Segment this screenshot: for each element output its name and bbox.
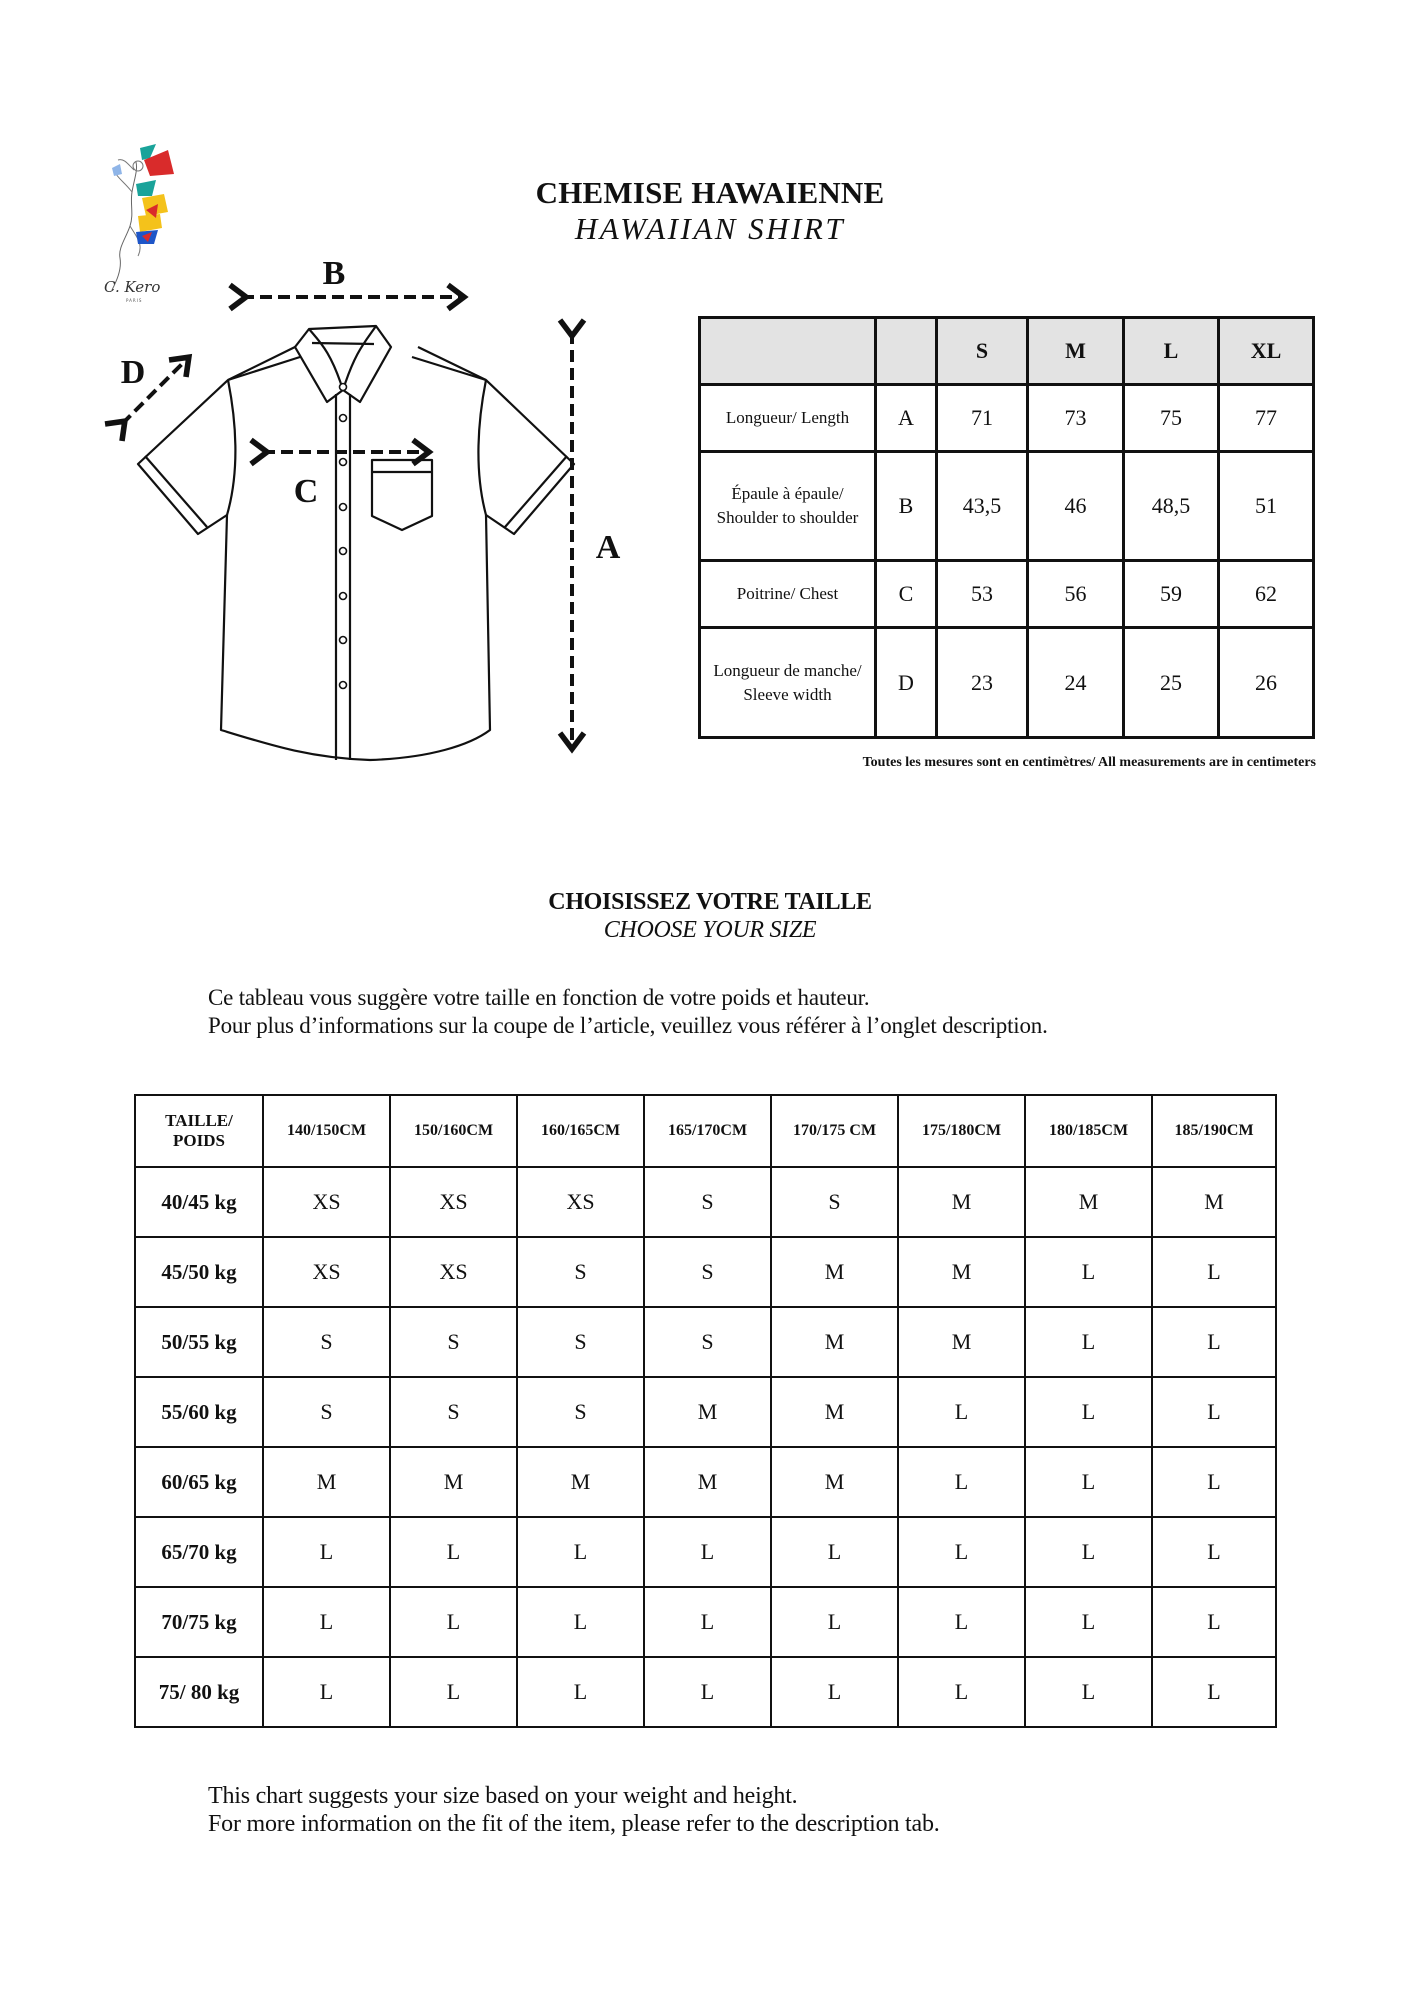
height-header: 185/190CM bbox=[1152, 1095, 1276, 1167]
header-size: M bbox=[1028, 318, 1124, 385]
header-size: S bbox=[937, 318, 1028, 385]
table-header-row bbox=[700, 318, 1314, 385]
size-cell: S bbox=[644, 1307, 771, 1377]
size-cell: S bbox=[644, 1167, 771, 1237]
header-size: XL bbox=[1219, 318, 1314, 385]
row-letter: B bbox=[876, 452, 937, 561]
cell-value: 75 bbox=[1124, 385, 1219, 452]
size-cell: L bbox=[390, 1657, 517, 1727]
size-cell: L bbox=[390, 1587, 517, 1657]
size-cell: L bbox=[771, 1657, 898, 1727]
table-row bbox=[700, 561, 1314, 628]
size-cell: L bbox=[644, 1587, 771, 1657]
weight-label: 40/45 kg bbox=[135, 1167, 263, 1237]
height-header: 170/175 CM bbox=[771, 1095, 898, 1167]
size-cell: L bbox=[517, 1657, 644, 1727]
size-cell: L bbox=[1025, 1587, 1152, 1657]
size-cell: M bbox=[771, 1307, 898, 1377]
size-cell: L bbox=[1152, 1657, 1276, 1727]
corner-line: TAILLE/ bbox=[165, 1111, 233, 1130]
table-row bbox=[700, 385, 1314, 452]
size-cell: XS bbox=[390, 1237, 517, 1307]
cell-value: 43,5 bbox=[937, 452, 1028, 561]
cell-value: 71 bbox=[937, 385, 1028, 452]
row-letter: A bbox=[876, 385, 937, 452]
cell-value: 77 bbox=[1219, 385, 1314, 452]
page-title bbox=[480, 175, 940, 247]
corner-line: POIDS bbox=[173, 1131, 225, 1150]
size-cell: S bbox=[390, 1307, 517, 1377]
table-row bbox=[135, 1167, 1276, 1237]
table-row bbox=[135, 1307, 1276, 1377]
size-cell: M bbox=[771, 1377, 898, 1447]
size-cell: L bbox=[263, 1587, 390, 1657]
row-label: Longueur de manche/ Sleeve width bbox=[700, 628, 876, 738]
size-cell: L bbox=[517, 1587, 644, 1657]
size-cell: L bbox=[898, 1377, 1025, 1447]
header-blank bbox=[876, 318, 937, 385]
table-row bbox=[135, 1377, 1276, 1447]
size-cell: M bbox=[517, 1447, 644, 1517]
size-cell: L bbox=[517, 1517, 644, 1587]
weight-label: 55/60 kg bbox=[135, 1377, 263, 1447]
size-cell: M bbox=[771, 1447, 898, 1517]
size-cell: M bbox=[390, 1447, 517, 1517]
row-letter: C bbox=[876, 561, 937, 628]
size-cell: L bbox=[1152, 1517, 1276, 1587]
height-header: 160/165CM bbox=[517, 1095, 644, 1167]
size-cell: M bbox=[1152, 1167, 1276, 1237]
table-row bbox=[135, 1237, 1276, 1307]
weight-label: 65/70 kg bbox=[135, 1517, 263, 1587]
table-row bbox=[135, 1447, 1276, 1517]
size-cell: M bbox=[263, 1447, 390, 1517]
choose-size-title bbox=[420, 888, 1000, 944]
size-cell: L bbox=[1025, 1237, 1152, 1307]
cell-value: 24 bbox=[1028, 628, 1124, 738]
size-cell: L bbox=[263, 1517, 390, 1587]
size-cell: M bbox=[898, 1167, 1025, 1237]
size-cell: L bbox=[1152, 1237, 1276, 1307]
weight-label: 75/ 80 kg bbox=[135, 1657, 263, 1727]
header-size: L bbox=[1124, 318, 1219, 385]
size-cell: L bbox=[1152, 1587, 1276, 1657]
size-cell: L bbox=[1025, 1377, 1152, 1447]
size-cell: L bbox=[898, 1447, 1025, 1517]
measurements-table bbox=[698, 316, 1315, 739]
size-cell: M bbox=[1025, 1167, 1152, 1237]
size-cell: L bbox=[644, 1657, 771, 1727]
title-french: CHEMISE HAWAIENNE bbox=[535, 175, 885, 210]
size-cell: M bbox=[644, 1447, 771, 1517]
table-row bbox=[700, 628, 1314, 738]
size-cell: L bbox=[898, 1657, 1025, 1727]
height-header: 165/170CM bbox=[644, 1095, 771, 1167]
size-cell: L bbox=[1152, 1307, 1276, 1377]
cell-value: 48,5 bbox=[1124, 452, 1219, 561]
cell-value: 56 bbox=[1028, 561, 1124, 628]
size-cell: L bbox=[1025, 1517, 1152, 1587]
size-cell: S bbox=[263, 1307, 390, 1377]
cell-value: 51 bbox=[1219, 452, 1314, 561]
table-row bbox=[135, 1517, 1276, 1587]
table-row bbox=[700, 452, 1314, 561]
measurements-note: Toutes les mesures sont en centimètres/ All measurements are in centimeters bbox=[862, 755, 1316, 770]
size-cell: XS bbox=[390, 1167, 517, 1237]
cell-value: 25 bbox=[1124, 628, 1219, 738]
size-cell: L bbox=[1152, 1447, 1276, 1517]
intro-line: Ce tableau vous suggère votre taille en fonction de votre poids et hauteur. bbox=[208, 985, 870, 1010]
outro-line: This chart suggests your size based on your weight and height. bbox=[208, 1783, 798, 1809]
label-c: C bbox=[293, 473, 319, 510]
size-cell: S bbox=[517, 1377, 644, 1447]
size-cell: S bbox=[771, 1167, 898, 1237]
height-header: 140/150CM bbox=[263, 1095, 390, 1167]
choose-title-english: CHOOSE YOUR SIZE bbox=[603, 917, 817, 943]
weight-label: 70/75 kg bbox=[135, 1587, 263, 1657]
height-header: 150/160CM bbox=[390, 1095, 517, 1167]
height-header: 175/180CM bbox=[898, 1095, 1025, 1167]
header-blank bbox=[700, 318, 876, 385]
cell-value: 62 bbox=[1219, 561, 1314, 628]
choose-title-french: CHOISISSEZ VOTRE TAILLE bbox=[548, 889, 872, 915]
table-row bbox=[135, 1657, 1276, 1727]
size-cell: M bbox=[898, 1307, 1025, 1377]
weight-label: 60/65 kg bbox=[135, 1447, 263, 1517]
label-b: B bbox=[322, 255, 346, 292]
size-cell: L bbox=[1025, 1307, 1152, 1377]
size-cell: L bbox=[1025, 1447, 1152, 1517]
size-cell: XS bbox=[263, 1237, 390, 1307]
table-header-row bbox=[135, 1095, 1276, 1167]
size-cell: M bbox=[644, 1377, 771, 1447]
cell-value: 59 bbox=[1124, 561, 1219, 628]
row-letter: D bbox=[876, 628, 937, 738]
size-cell: XS bbox=[517, 1167, 644, 1237]
size-cell: L bbox=[898, 1517, 1025, 1587]
label-d: D bbox=[120, 354, 146, 391]
height-header: 180/185CM bbox=[1025, 1095, 1152, 1167]
size-cell: S bbox=[517, 1307, 644, 1377]
size-chart-table bbox=[134, 1094, 1277, 1728]
svg-text:C. Kero: C. Kero bbox=[104, 278, 161, 296]
size-cell: L bbox=[771, 1587, 898, 1657]
cell-value: 73 bbox=[1028, 385, 1124, 452]
corner-header bbox=[135, 1095, 263, 1167]
size-cell: L bbox=[263, 1657, 390, 1727]
title-english: HAWAIIAN SHIRT bbox=[574, 211, 846, 246]
cell-value: 26 bbox=[1219, 628, 1314, 738]
size-cell: M bbox=[771, 1237, 898, 1307]
cell-value: 46 bbox=[1028, 452, 1124, 561]
outro-text-english bbox=[208, 1782, 940, 1838]
intro-line: Pour plus d’informations sur la coupe de l’article, veuillez vous référer à l’onglet description. bbox=[208, 1013, 1048, 1038]
size-cell: M bbox=[898, 1237, 1025, 1307]
label-a: A bbox=[595, 529, 621, 566]
size-cell: L bbox=[1152, 1377, 1276, 1447]
table-row bbox=[135, 1587, 1276, 1657]
shirt-diagram bbox=[100, 240, 660, 800]
size-cell: L bbox=[771, 1517, 898, 1587]
size-cell: S bbox=[644, 1237, 771, 1307]
svg-text:PARIS: PARIS bbox=[126, 298, 143, 303]
size-cell: S bbox=[263, 1377, 390, 1447]
size-cell: L bbox=[644, 1517, 771, 1587]
size-cell: XS bbox=[263, 1167, 390, 1237]
weight-label: 50/55 kg bbox=[135, 1307, 263, 1377]
outro-line: For more information on the fit of the item, please refer to the description tab. bbox=[208, 1811, 940, 1837]
size-cell: S bbox=[517, 1237, 644, 1307]
intro-text-french bbox=[208, 984, 1048, 1040]
cell-value: 23 bbox=[937, 628, 1028, 738]
weight-label: 45/50 kg bbox=[135, 1237, 263, 1307]
size-cell: S bbox=[390, 1377, 517, 1447]
row-label: Épaule à épaule/ Shoulder to shoulder bbox=[700, 452, 876, 561]
size-cell: L bbox=[390, 1517, 517, 1587]
row-label: Poitrine/ Chest bbox=[700, 561, 876, 628]
row-label: Longueur/ Length bbox=[700, 385, 876, 452]
shirt-icon bbox=[100, 240, 660, 800]
size-cell: L bbox=[1025, 1657, 1152, 1727]
cell-value: 53 bbox=[937, 561, 1028, 628]
size-cell: L bbox=[898, 1587, 1025, 1657]
